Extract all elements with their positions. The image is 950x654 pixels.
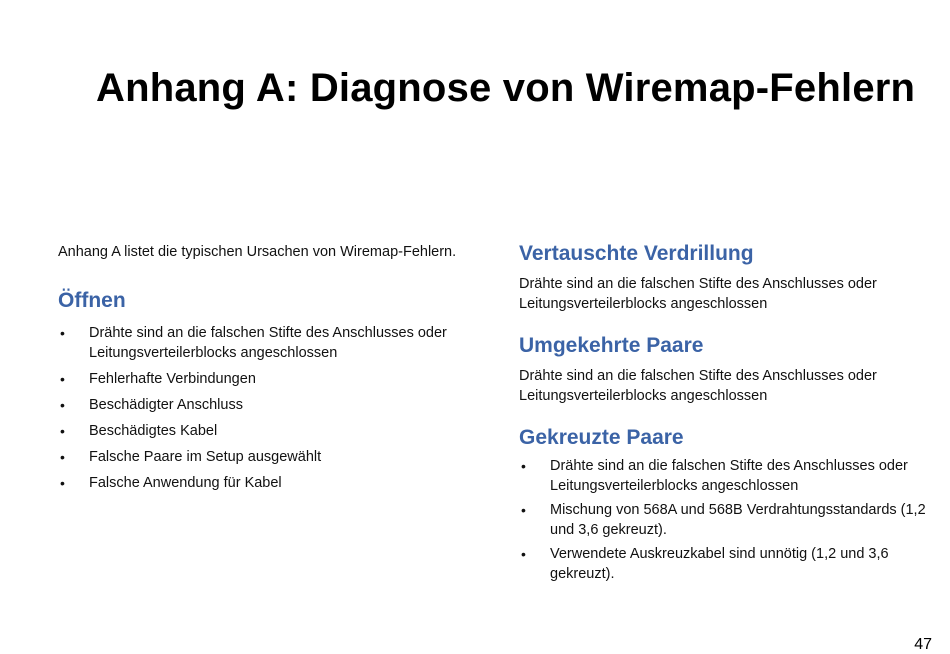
- section-text-umgekehrte-paare: Drähte sind an die falschen Stifte des Anschlusses oder Leitungsverteilerblocks angeschlossen: [519, 368, 877, 404]
- list-item: • Drähte sind an die falschen Stifte des Anschlusses oder Leitungsverteilerblocks angeschlossen: [519, 456, 939, 496]
- page-number: 47: [914, 636, 932, 653]
- page-title: Anhang A: Diagnose von Wiremap-Fehlern: [96, 66, 916, 110]
- section-heading-oeffnen: Öffnen: [58, 289, 126, 312]
- section-text-vertauschte-verdrillung: Drähte sind an die falschen Stifte des Anschlusses oder Leitungsverteilerblocks angeschlossen: [519, 276, 877, 312]
- list-item: • Beschädigter Anschluss: [58, 395, 478, 415]
- section-gekreuzte-paare: [519, 424, 939, 584]
- list-item: • Drähte sind an die falschen Stifte des Anschlusses oder Leitungsverteilerblocks angeschlossen: [58, 323, 478, 363]
- section-oeffnen: [58, 287, 478, 493]
- right-column: [519, 240, 939, 584]
- list-item: • Falsche Anwendung für Kabel: [58, 473, 478, 493]
- list-item: • Fehlerhafte Verbindungen: [58, 369, 478, 389]
- section-vertauschte-verdrillung: [519, 240, 939, 314]
- bullet-list-oeffnen: [58, 323, 478, 493]
- bullet-list-gekreuzte-paare: [519, 456, 939, 584]
- list-item: • Mischung von 568A und 568B Verdrahtungsstandards (1,2 und 3,6 gekreuzt).: [519, 500, 939, 540]
- list-item: • Verwendete Auskreuzkabel sind unnötig (1,2 und 3,6 gekreuzt).: [519, 544, 939, 584]
- left-column: [58, 240, 478, 493]
- list-item: • Falsche Paare im Setup ausgewählt: [58, 447, 478, 467]
- list-item: • Beschädigtes Kabel: [58, 421, 478, 441]
- section-heading-umgekehrte-paare: Umgekehrte Paare: [519, 334, 704, 357]
- section-umgekehrte-paare: [519, 332, 939, 406]
- section-heading-gekreuzte-paare: Gekreuzte Paare: [519, 426, 684, 449]
- section-heading-vertauschte-verdrillung: Vertauschte Verdrillung: [519, 242, 754, 265]
- intro-paragraph: Anhang A listet die typischen Ursachen von Wiremap-Fehlern.: [58, 244, 457, 260]
